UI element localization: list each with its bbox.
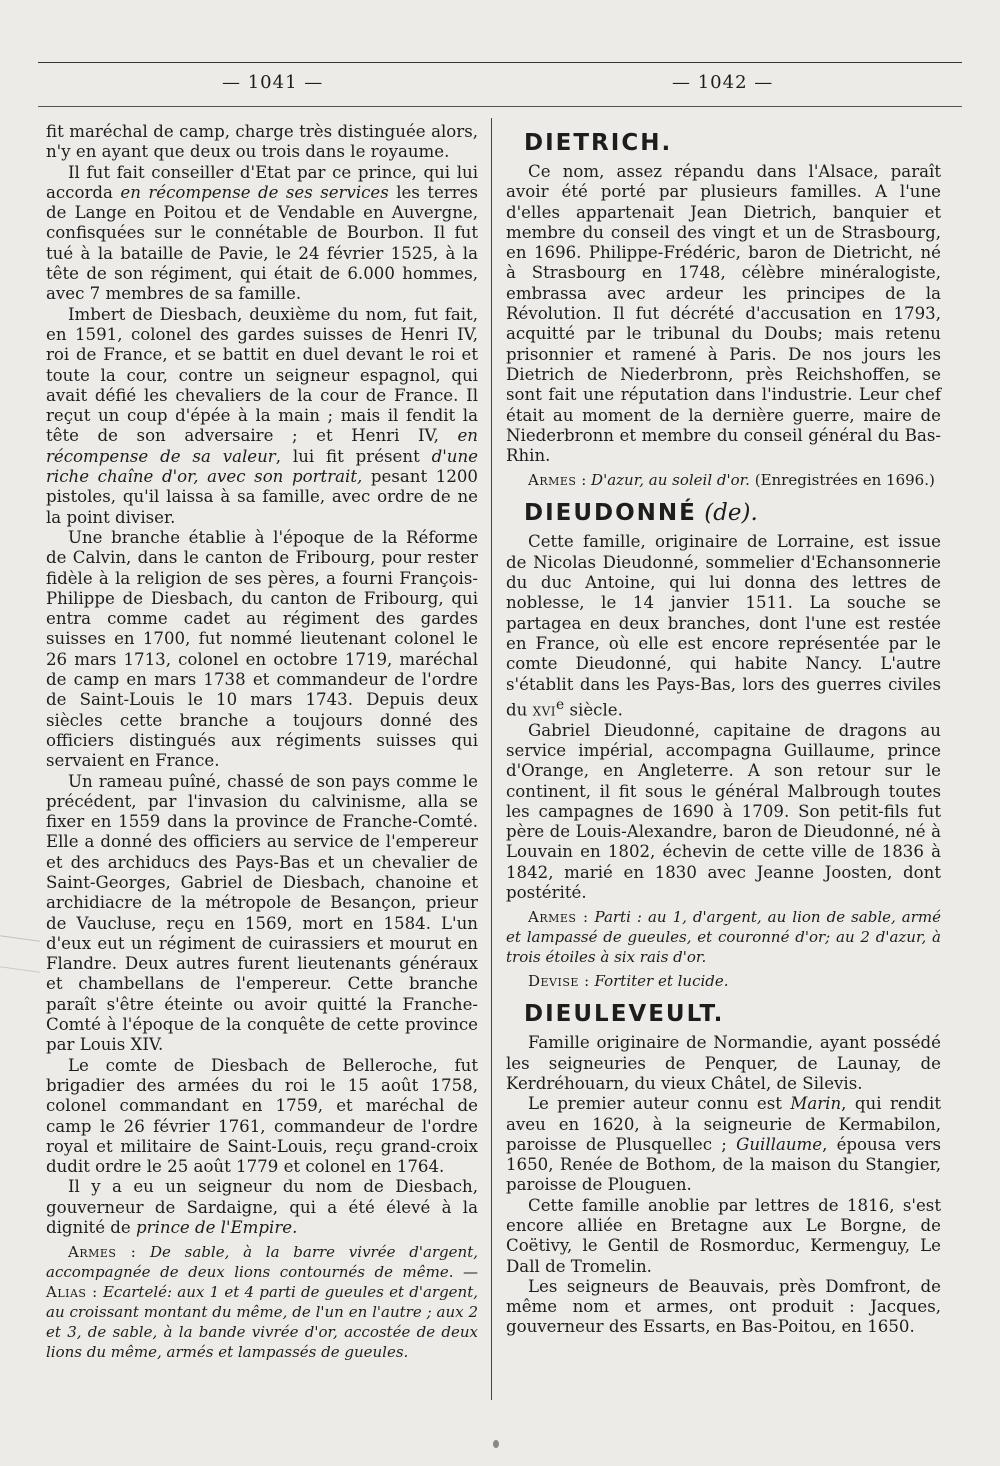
paragraph: Il fut fait conseiller d'Etat par ce prince, qui lui accorda en récompense de ses services les terres de Lange en Poitou et de Vendable en Auvergne, confisquées sur le connétable de Bourbon. Il fut tué à la bataille de Pavie, le 24 février 1525, à la tête de son régiment, qui était de 6.000 hommes, avec 7 membres de sa famille. xyxy=(46,162,479,304)
page-number-left: — 1041 — xyxy=(222,72,324,93)
entry-heading-dieudonne: DIEUDONNÉ (de). xyxy=(524,500,758,527)
armes-block: Armes : Parti : au 1, d'argent, au lion de sable, armé et lampassé de gueules, et couronné d'or; au 2 d'azur, à trois étoiles à six rais d'or. xyxy=(506,908,941,967)
entry-heading-dietrich: DIETRICH. xyxy=(524,130,673,156)
paragraph: Famille originaire de Normandie, ayant possédé les seigneuries de Penquer, de Launay, de Kerdréhouarn, du vieux Châtel, de Silevis. xyxy=(506,1033,941,1093)
paragraph: fit maréchal de camp, charge très distinguée alors, n'y en ayant que deux ou trois dans le royaume. xyxy=(46,122,478,162)
entry-heading-dieuleveult: DIEULEVEULT. xyxy=(524,1001,725,1028)
paragraph: Une branche établie à l'époque de la Réforme de Calvin, dans le canton de Fribourg, pour rester fidèle à la religion de ses pères, a fourni François-Philippe de Diesbach, du canton de Fribourg, qui entra comme cadet au régiment des gardes suisses en 1700, fut nommé lieutenant colonel le 26 mars 1713, colonel en octobre 1719, maréchal de camp en mars 1738 et commandeur de l'ordre de Saint-Louis le 10 mars 1743. Depuis deux siècles cette branche a toujours donné des officiers distingués aux régiments suisses qui servaient en France. xyxy=(46,527,478,771)
paragraph: Le comte de Diesbach de Belleroche, fut brigadier des armées du roi le 15 août 1758, colonel commandant en 1759, et maréchal de camp le 26 février 1761, commandeur de l'ordre royal et militaire de Saint-Louis, reçu grand-croix dudit ordre le 25 août 1779 et colonel en 1764. xyxy=(46,1055,478,1177)
paragraph: Cette famille anoblie par lettres de 1816, s'est encore alliée en Bretagne aux Le Borgne, de Coëtivy, le Gentil de Rosmorduc, Kermenguy, Le Dall de Tromelin. xyxy=(506,1195,941,1276)
column-divider xyxy=(491,118,492,1400)
armes-block: Armes : De sable, à la barre vivrée d'argent, accompagnée de deux lions contournés de même. — Alias : Ecartelé: aux 1 et 4 parti de gueules et d'argent, au croissant montant du même, de l'un en l'autre ; aux 2 et 3, de sable, à la bande vivrée d'or, accostée de deux lions du même, armés et lampassés de gueules. xyxy=(46,1243,478,1362)
devise-block: Devise : Fortiter et lucide. xyxy=(528,972,729,991)
left-column xyxy=(46,122,478,1362)
right-column xyxy=(506,130,941,1338)
paragraph: Un rameau puîné, chassé de son pays comme le précédent, par l'invasion du calvinisme, alla se fixer en 1559 dans la province de Franche-Comté. Elle a donné des officiers au service de l'empereur et des archiducs des Pays-Bas et un chevalier de Saint-Georges, Gabriel de Diesbach, chanoine et archidiacre de la métropole de Besançon, prieur de Vaucluse, reçu en 1569, mort en 1584. L'un d'eux eut un régiment de cuirassiers et mourut en Flandre. Deux autres furent lieutenants généraux et chambellans de l'empereur. Cette branche paraît s'être éteinte ou avoir quitté la Franche-Comté à l'époque de la conquête de cette province par Louis XIV. xyxy=(46,771,478,1055)
margin-mark xyxy=(0,935,40,973)
paragraph: Ce nom, assez répandu dans l'Alsace, paraît avoir été porté par plusieurs familles. A l'une d'elles appartenait Jean Dietrich, banquier et membre du conseil des vingt et un de Strasbourg, en 1696. Philippe-Frédéric, baron de Dietricht, né à Strasbourg en 1748, célèbre minéralogiste, embrassa avec ardeur les principes de la Révolution. Il fut décrété d'accusation en 1793, acquitté par le tribunal du Doubs; mais retenu prisonnier et ramené à Paris. De nos jours les Dietrich de Niederbronn, près Reichshoffen, se sont fait une réputation dans l'industrie. Leur chef était au moment de la dernière guerre, maire de Niederbronn et membre du conseil général du Bas-Rhin. xyxy=(506,162,941,466)
paragraph: Le premier auteur connu est Marin, qui rendit aveu en 1620, à la seigneurie de Kermabilon, paroisse de Plusquellec ; Guillaume, épousa vers 1650, Renée de Bothom, de la maison du Stangier, paroisse de Plouguen. xyxy=(506,1094,942,1195)
paragraph: Imbert de Diesbach, deuxième du nom, fut fait, en 1591, colonel des gardes suisses de Henri IV, roi de France, et se battit en duel devant le roi et toute la cour, contre un seigneur espagnol, qui avait défié les chevaliers de la cour de France. Il reçut un coup d'épée à la main ; mais il fendit la tête de son adversaire ; et Henri IV, en récompense de sa valeur, lui fit présent d'une riche chaîne d'or, avec son portrait, pesant 1200 pistoles, qu'il laissa à sa famille, avec ordre de ne la point diviser. xyxy=(46,304,478,527)
header-rule xyxy=(38,106,962,107)
page-number-right: — 1042 — xyxy=(672,72,774,93)
paragraph: Les seigneurs de Beauvais, près Domfront, de même nom et armes, ont produit : Jacques, gouverneur des Essarts, en Bas-Poitou, en 1650. xyxy=(506,1276,941,1337)
ink-spot xyxy=(493,1440,499,1448)
armes-block: Armes : D'azur, au soleil d'or. (Enregistrées en 1696.) xyxy=(528,471,935,490)
paragraph: Cette famille, originaire de Lorraine, est issue de Nicolas Dieudonné, sommelier d'Echansonnerie du duc Antoine, qui lui donna des lettres de noblesse, le 14 janvier 1511. La souche se partagea en deux branches, dont l'une est restée en France, où elle est encore représentée par le comte Dieudonné, qui habite Nancy. L'autre s'établit dans les Pays-Bas, lors des guerres civiles du xvi$^e$ siècle. xyxy=(506,532,941,720)
paragraph: Il y a eu un seigneur du nom de Diesbach, gouverneur de Sardaigne, qui a été élevé à la dignité de prince de l'Empire. xyxy=(46,1177,478,1238)
paragraph: Gabriel Dieudonné, capitaine de dragons au service impérial, accompagna Guillaume, prince d'Orange, en Angleterre. A son retour sur le continent, il fit sous le général Malbrough toutes les campagnes de 1690 à 1709. Son petit-fils fut père de Louis-Alexandre, baron de Dieudonné, né à Louvain en 1802, échevin de cette ville de 1836 à 1842, marié en 1830 avec Jeanne Joosten, dont postérité. xyxy=(506,720,941,903)
top-rule xyxy=(38,62,962,63)
